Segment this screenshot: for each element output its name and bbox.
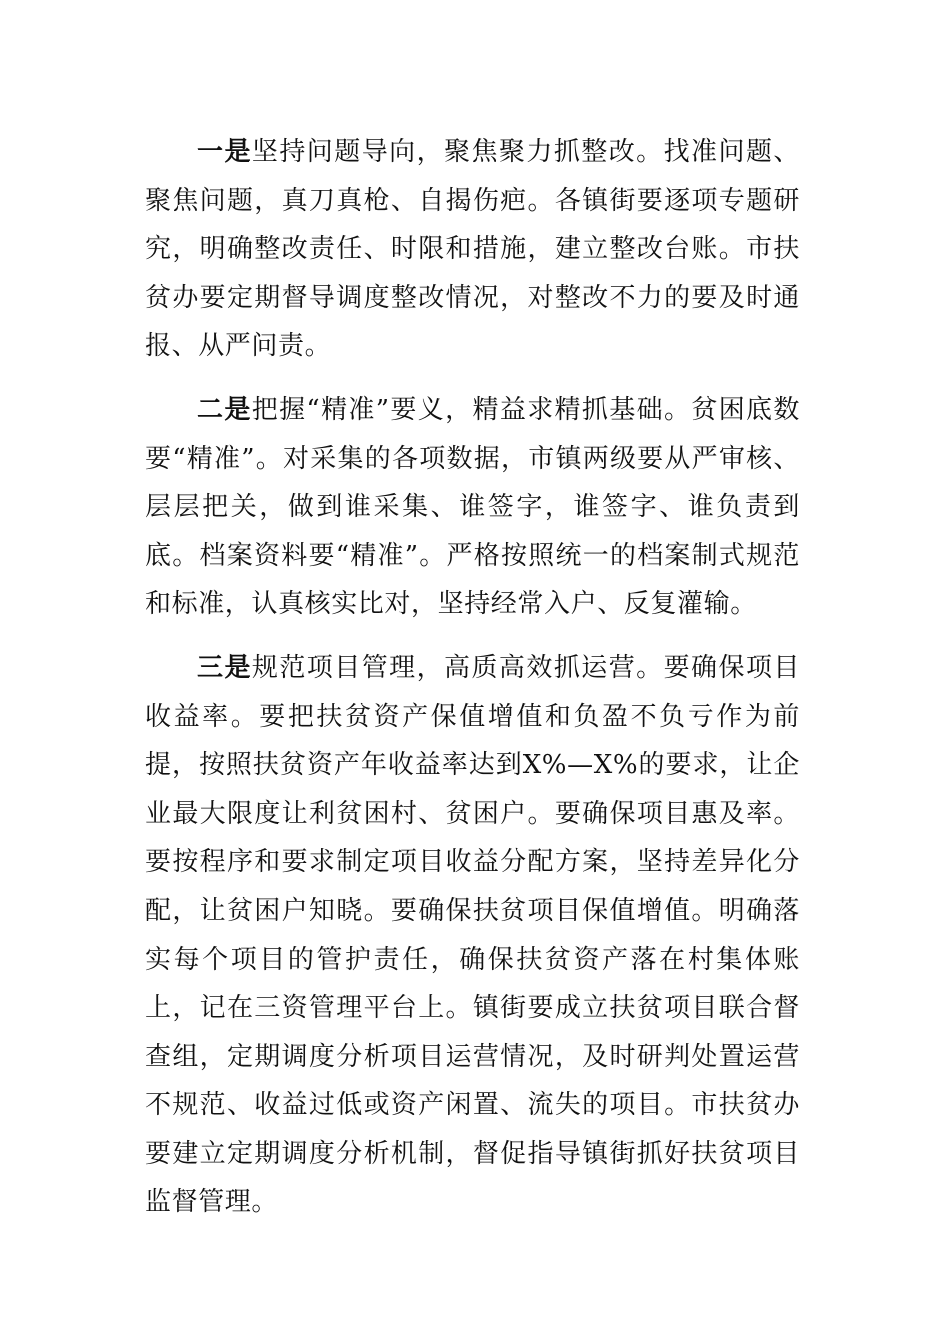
paragraph-two-lead: 二是 — [197, 394, 252, 425]
paragraph-one — [145, 128, 800, 371]
paragraph-one-lead: 一是 — [197, 137, 252, 167]
paragraph-one-text: 坚持问题导向，聚焦聚力抓整改。找准问题、聚焦问题，真刀真枪、自揭伤疤。各镇街要逐项专题研究，明确整改责任、时限和措施，建立整改台账。市扶贫办要定期督导调度整改情况，对整改不力的要及时通报、从严问责。 — [145, 137, 800, 362]
paragraph-two-text: 把握“精准”要义，精益求精抓基础。贫困底数要“精准”。对采集的各项数据，市镇两级要从严审核、层层把关，做到谁采集、谁签字，谁签字、谁负责到底。档案资料要“精准”。严格按照统一的档案制式规范和标准，认真核实比对，坚持经常入户、反复灌输。 — [145, 394, 801, 620]
paragraph-three-text: 规范项目管理，高质高效抓运营。要确保项目收益率。要把扶贫资产保值增值和负盈不负亏作为前提，按照扶贫资产年收益率达到X%—X%的要求，让企业最大限度让利贫困村、贫困户。要确保项目惠及率。要按程序和要求制定项目收益分配方案，坚持差异化分配，让贫困户知晓。要确保扶贫项目保值增值。明确落实每个项目的管护责任，确保扶贫资产落在村集体账上，记在三资管理平台上。镇街要成立扶贫项目联合督查组，定期调度分析项目运营情况，及时研判处置运营不规范、收益过低或资产闲置、流失的项目。市扶贫办要建立定期调度分析机制，督促指导镇街抓好扶贫项目监督管理。 — [145, 652, 800, 1218]
document-body — [145, 128, 800, 1227]
paragraph-three-lead: 三是 — [197, 652, 252, 683]
paragraph-two — [145, 386, 800, 629]
paragraph-three — [145, 644, 800, 1227]
